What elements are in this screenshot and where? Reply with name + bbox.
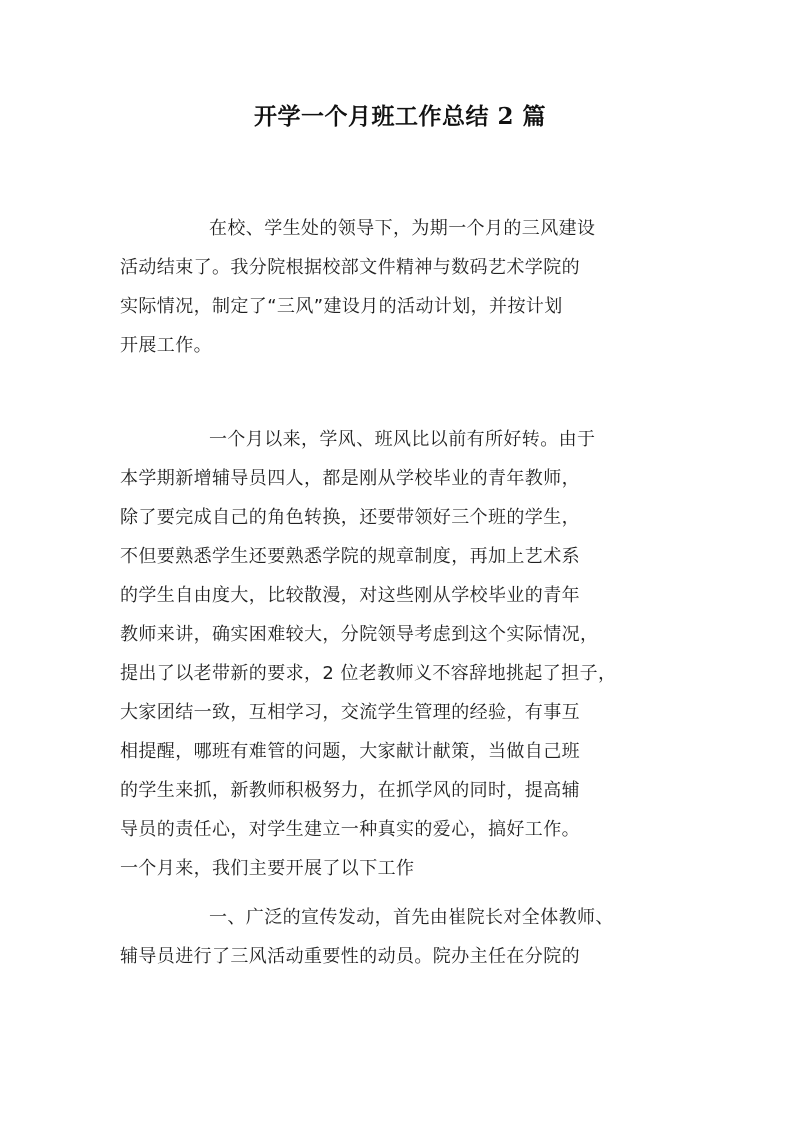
paragraph-line: 除了要完成自己的角色转换，还要带领好三个班的学生， xyxy=(120,507,580,528)
paragraph-line: 本学期新增辅导员四人，都是刚从学校毕业的青年教师， xyxy=(120,468,580,489)
paragraph-line: 相提醒，哪班有难管的问题，大家献计献策，当做自己班 xyxy=(120,741,580,762)
paragraph-line: 开展工作。 xyxy=(120,335,212,356)
paragraph-line: 教师来讲，确实困难较大，分院领导考虑到这个实际情况， xyxy=(120,624,599,645)
paragraph-line: 大家团结一致，互相学习，交流学生管理的经验，有事互 xyxy=(120,702,580,723)
paragraph-line: 在校、学生处的领导下，为期一个月的三风建设 xyxy=(209,218,596,239)
document-title: 开学一个月班工作总结 2 篇 xyxy=(253,103,547,130)
paragraph-line: 导员的责任心，对学生建立一种真实的爱心，搞好工作。 xyxy=(120,819,580,840)
paragraph-line: 一、广泛的宣传发动，首先由崔院长对全体教师、 xyxy=(209,907,614,928)
paragraph-line: 实际情况，制定了“三风”建设月的活动计划，并按计划 xyxy=(120,296,563,317)
paragraph-line: 辅导员进行了三风活动重要性的动员。院办主任在分院的 xyxy=(120,946,580,967)
paragraph-line: 的学生来抓，新教师积极努力，在抓学风的同时，提高辅 xyxy=(120,780,580,801)
paragraph-line: 的学生自由度大，比较散漫，对这些刚从学校毕业的青年 xyxy=(120,585,580,606)
paragraph-line: 活动结束了。我分院根据校部文件精神与数码艺术学院的 xyxy=(120,257,580,278)
paragraph-line: 一个月以来，学风、班风比以前有所好转。由于 xyxy=(209,429,596,450)
paragraph-line: 不但要熟悉学生还要熟悉学院的规章制度，再加上艺术系 xyxy=(120,546,580,567)
paragraph-line: 提出了以老带新的要求，2 位老教师义不容辞地挑起了担子， xyxy=(120,663,617,684)
paragraph-line: 一个月来，我们主要开展了以下工作 xyxy=(120,858,415,879)
